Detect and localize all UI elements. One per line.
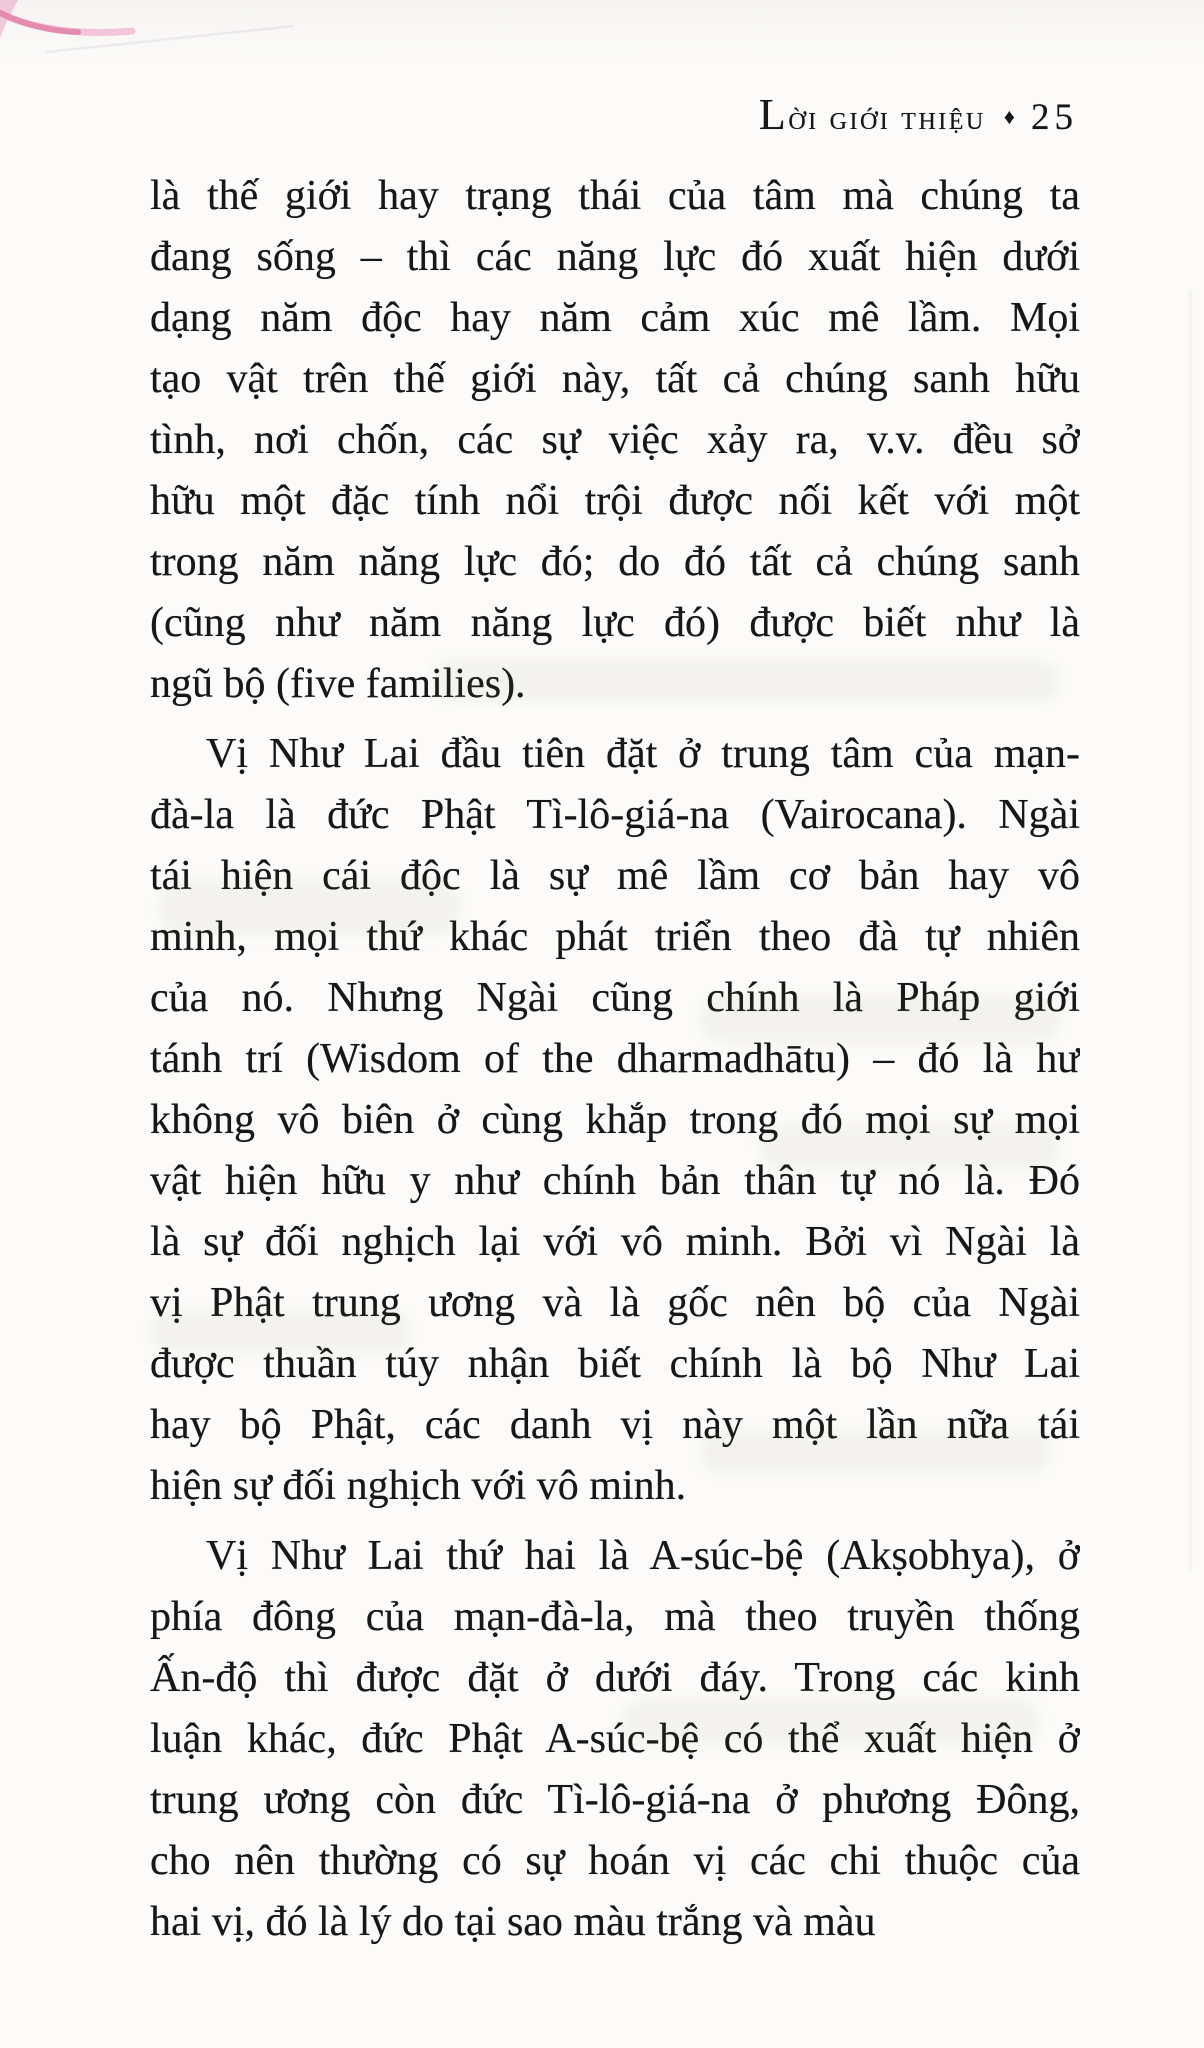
- pink-corner-mark: [0, 0, 170, 60]
- text-line: tánh trí (Wisdom of the dharmadhātu) – đó là hư: [150, 1036, 1080, 1082]
- page-edge-shadow: [1189, 290, 1192, 1570]
- text-line: trung ương còn đức Tì-lô-giá-na ở phương Đông,: [150, 1777, 1080, 1823]
- page-number: 25: [1031, 97, 1078, 138]
- chapter-title: Lời giới thiệu: [758, 90, 986, 139]
- text-line: hay bộ Phật, các danh vị này một lần nữa tái: [150, 1402, 1080, 1448]
- text-line: là thế giới hay trạng thái của tâm mà chúng ta: [150, 173, 1080, 219]
- running-header: [150, 92, 1078, 148]
- text-line: Vị Như Lai đầu tiên đặt ở trung tâm của mạn-: [206, 731, 1080, 777]
- text-line: đang sống – thì các năng lực đó xuất hiện dưới: [150, 234, 1080, 280]
- text-line: (cũng như năm năng lực đó) được biết như là: [150, 600, 1080, 646]
- text-line: hai vị, đó là lý do tại sao màu trắng và màu: [150, 1899, 876, 1945]
- text-line: vị Phật trung ương và là gốc nên bộ của Ngài: [150, 1280, 1080, 1326]
- paragraph: [150, 1526, 1080, 1953]
- text-line: vật hiện hữu y như chính bản thân tự nó là. Đó: [150, 1158, 1080, 1204]
- body-text: [150, 166, 1080, 1953]
- text-line: minh, mọi thứ khác phát triển theo đà tự nhiên: [150, 914, 1080, 960]
- text-line: hiện sự đối nghịch với vô minh.: [150, 1463, 687, 1509]
- text-line: tái hiện cái độc là sự mê lầm cơ bản hay vô: [150, 853, 1080, 899]
- text-line: đà-la là đức Phật Tì-lô-giá-na (Vairocana). Ngài: [150, 792, 1080, 838]
- text-line: ngũ bộ (five families).: [150, 661, 526, 707]
- text-line: tình, nơi chốn, các sự việc xảy ra, v.v. đều sở: [150, 417, 1080, 463]
- text-line: cho nên thường có sự hoán vị các chi thuộc của: [150, 1838, 1080, 1884]
- text-line: phía đông của mạn-đà-la, mà theo truyền thống: [150, 1594, 1080, 1640]
- text-line: không vô biên ở cùng khắp trong đó mọi sự mọi: [150, 1097, 1080, 1143]
- paragraph: [150, 166, 1080, 715]
- text-line: trong năm năng lực đó; do đó tất cả chúng sanh: [150, 539, 1080, 585]
- text-line: dạng năm độc hay năm cảm xúc mê lầm. Mọi: [150, 295, 1080, 341]
- text-line: được thuần túy nhận biết chính là bộ Như Lai: [150, 1341, 1080, 1387]
- text-line: Ấn-độ thì được đặt ở dưới đáy. Trong các kinh: [150, 1655, 1080, 1701]
- paragraph: [150, 724, 1080, 1517]
- text-line: của nó. Nhưng Ngài cũng chính là Pháp giới: [150, 975, 1080, 1021]
- scratch-artifact: [46, 25, 295, 53]
- text-line: tạo vật trên thế giới này, tất cả chúng sanh hữu: [150, 356, 1080, 402]
- diamond-icon: ♦: [1003, 104, 1015, 129]
- text-line: hữu một đặc tính nổi trội được nối kết với một: [150, 478, 1080, 524]
- text-line: luận khác, đức Phật A-súc-bệ có thể xuất hiện ở: [150, 1716, 1080, 1762]
- text-line: Vị Như Lai thứ hai là A-súc-bệ (Akṣobhya), ở: [206, 1533, 1080, 1579]
- text-line: là sự đối nghịch lại với vô minh. Bởi vì Ngài là: [150, 1219, 1080, 1265]
